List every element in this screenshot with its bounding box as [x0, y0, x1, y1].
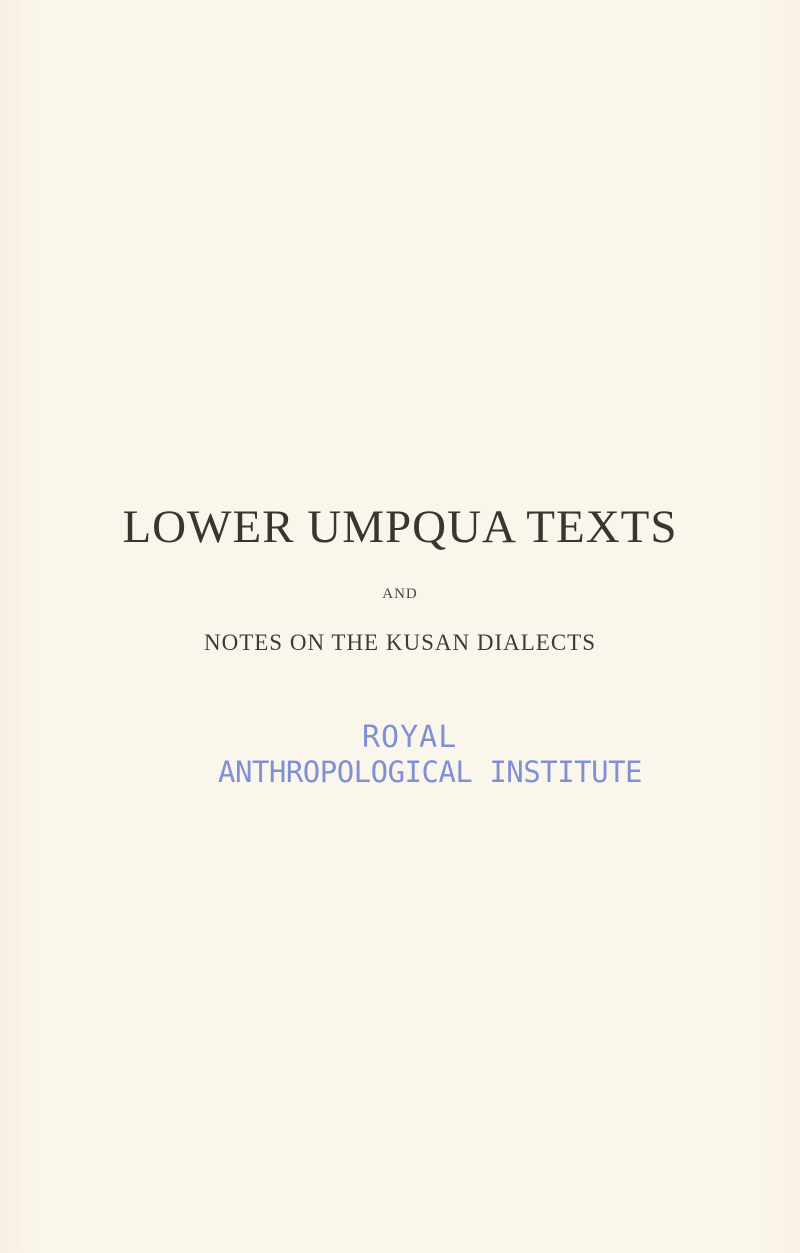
book-title: LOWER UMPQUA TEXTS [122, 501, 678, 553]
stamp-line-royal: ROYAL [362, 720, 458, 755]
stamp-line-institute: ANTHROPOLOGICAL INSTITUTE [218, 755, 642, 789]
title-conjunction: AND [382, 586, 418, 602]
institution-stamp [0, 720, 800, 800]
book-subtitle: NOTES ON THE KUSAN DIALECTS [203, 630, 596, 655]
